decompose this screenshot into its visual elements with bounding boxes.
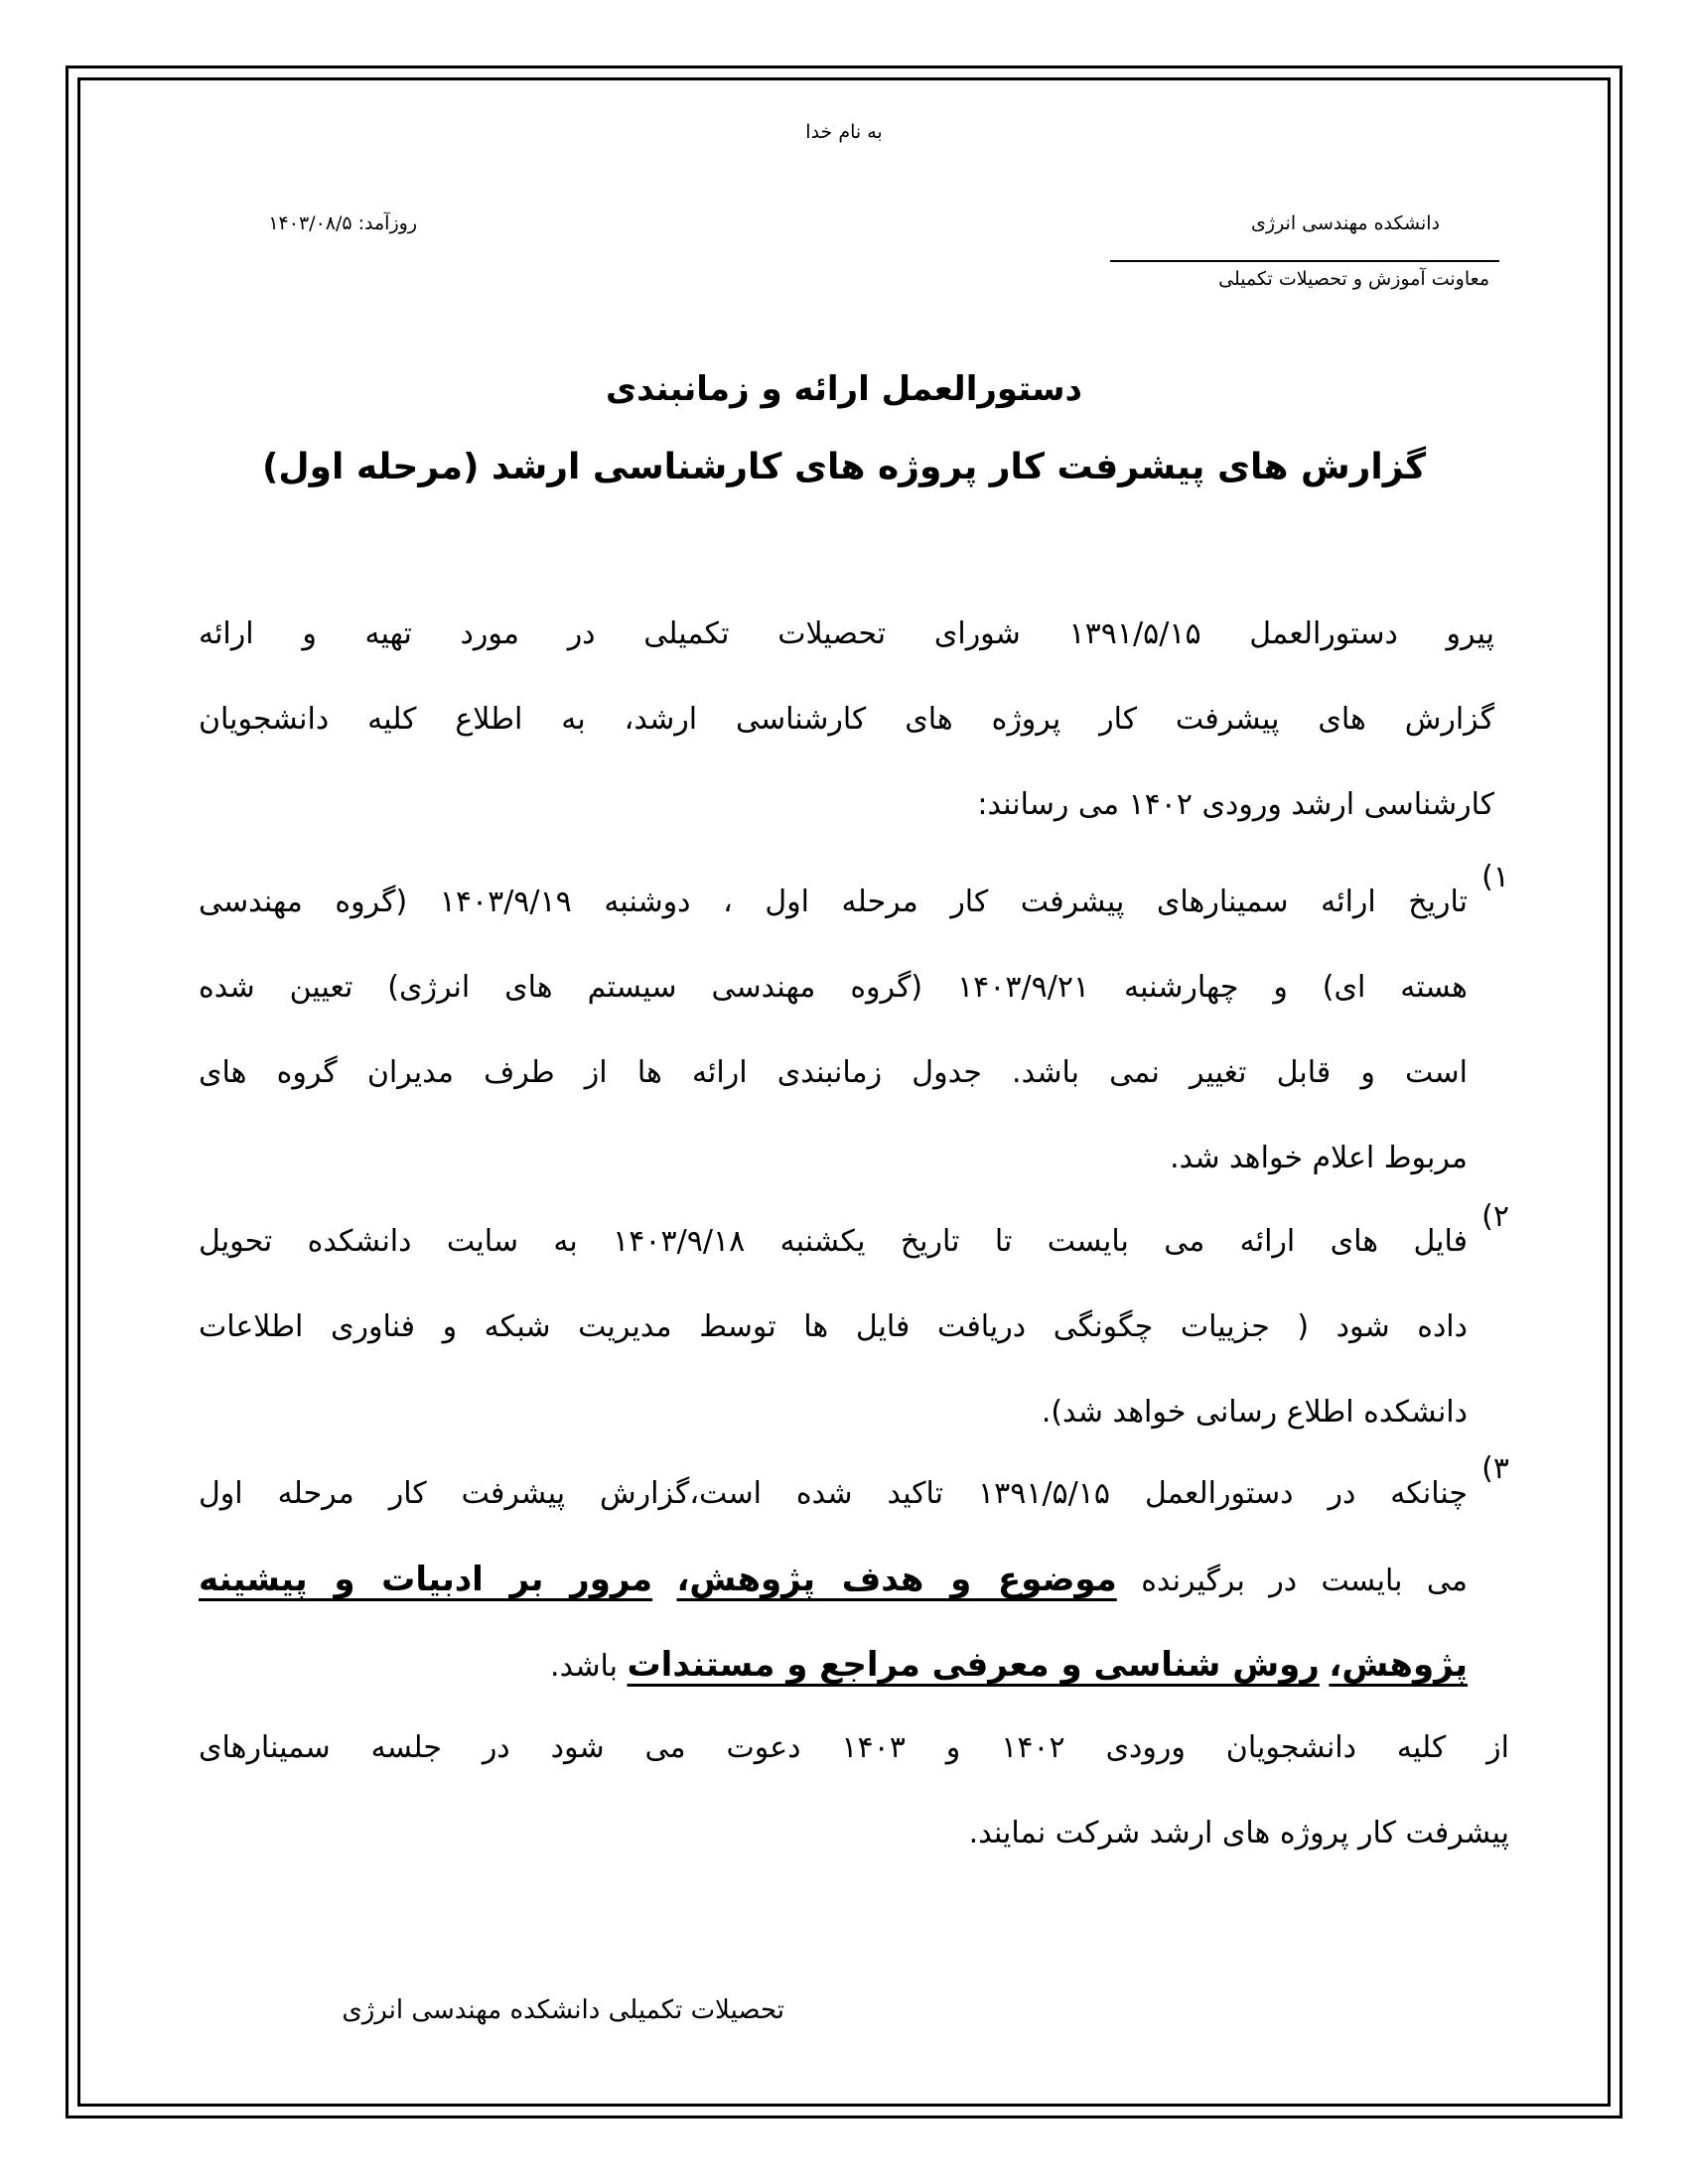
item-line: است و قابل تغییر نمی باشد. جدول زمانبندی ارائه ها از طرف مدیران گروه های: [199, 1055, 1468, 1090]
emphasis-literature: مرور بر ادبیات و پیشینه: [199, 1560, 653, 1599]
item-number: ۱): [1481, 860, 1509, 894]
signature: تحصیلات تکمیلی دانشکده مهندسی انرژی: [342, 1995, 784, 2025]
item-number: ۳): [1481, 1451, 1509, 1486]
item-number: ۲): [1481, 1199, 1509, 1234]
item-line: تاریخ ارائه سمینارهای پیشرفت کار مرحله اول ، دوشنبه ۱۴۰۳/۹/۱۹ (گروه مهندسی: [199, 885, 1468, 919]
emphasis-methodology: روش شناسی و معرفی مراجع و مستندات: [627, 1645, 1320, 1685]
emphasis-topic: موضوع و هدف پژوهش: [689, 1560, 1117, 1599]
header-divider: [1110, 260, 1499, 262]
intro-line: گزارش های پیشرفت کار پروژه های کارشناسی ارشد، به اطلاع کلیه دانشجویان: [199, 702, 1494, 737]
document-subtitle: گزارش های پیشرفت کار پروژه های کارشناسی ارشد (مرحله اول): [261, 447, 1427, 487]
invite-line: پیشرفت کار پروژه های ارشد شرکت نمایند.: [968, 1816, 1509, 1850]
deputy-office: معاونت آموزش و تحصیلات تکمیلی: [1218, 268, 1489, 290]
item-line: [199, 1622, 1468, 1707]
separator: ،: [1329, 1645, 1342, 1685]
document-title: دستورالعمل ارائه و زمانبندی: [605, 369, 1083, 409]
item-line: [199, 1537, 1468, 1622]
list-item: [199, 1451, 1509, 1707]
faculty-name: دانشکده مهندسی انرژی: [1251, 212, 1440, 234]
emphasis-research: پژوهش: [1341, 1645, 1468, 1685]
update-date: روزآمد: ۱۴۰۳/۰۸/۵: [268, 212, 417, 234]
invite-line: از کلیه دانشجویان ورودی ۱۴۰۲ و ۱۴۰۳ دعوت می شود در جلسه سمینارهای: [199, 1730, 1509, 1765]
item-line: دانشکده اطلاع رسانی خواهد شد).: [1041, 1395, 1468, 1430]
item-text: می بایست در برگیرنده: [1141, 1564, 1468, 1598]
intro-paragraph: [199, 592, 1494, 848]
item-text: باشد.: [550, 1649, 618, 1684]
intro-line: پیرو دستورالعمل ۱۳۹۱/۵/۱۵ شورای تحصیلات تکمیلی در مورد تهیه و ارائه: [199, 616, 1494, 651]
item-line: چنانکه در دستورالعمل ۱۳۹۱/۵/۱۵ تاکید شده است،گزارش پیشرفت کار مرحله اول: [199, 1476, 1468, 1511]
item-line: مربوط اعلام خواهد شد.: [1170, 1141, 1468, 1175]
separator: ،: [676, 1560, 690, 1599]
item-line: هسته ای) و چهارشنبه ۱۴۰۳/۹/۲۱ (گروه مهندسی سیستم های انرژی) تعیین شده: [199, 970, 1469, 1005]
intro-line: کارشناسی ارشد ورودی ۱۴۰۲ می رسانند:: [977, 787, 1494, 822]
basmala: به نام خدا: [805, 121, 883, 143]
invitation-paragraph: [199, 1706, 1509, 1876]
item-line: داده شود ( جزییات چگونگی دریافت فایل ها توسط مدیریت شبکه و فناوری اطلاعات: [199, 1309, 1468, 1344]
list-item: [199, 1199, 1509, 1455]
list-item: [199, 860, 1509, 1201]
item-line: فایل های ارائه می بایست تا تاریخ یکشنبه ۱۴۰۳/۹/۱۸ به سایت دانشکده تحویل: [199, 1224, 1468, 1259]
